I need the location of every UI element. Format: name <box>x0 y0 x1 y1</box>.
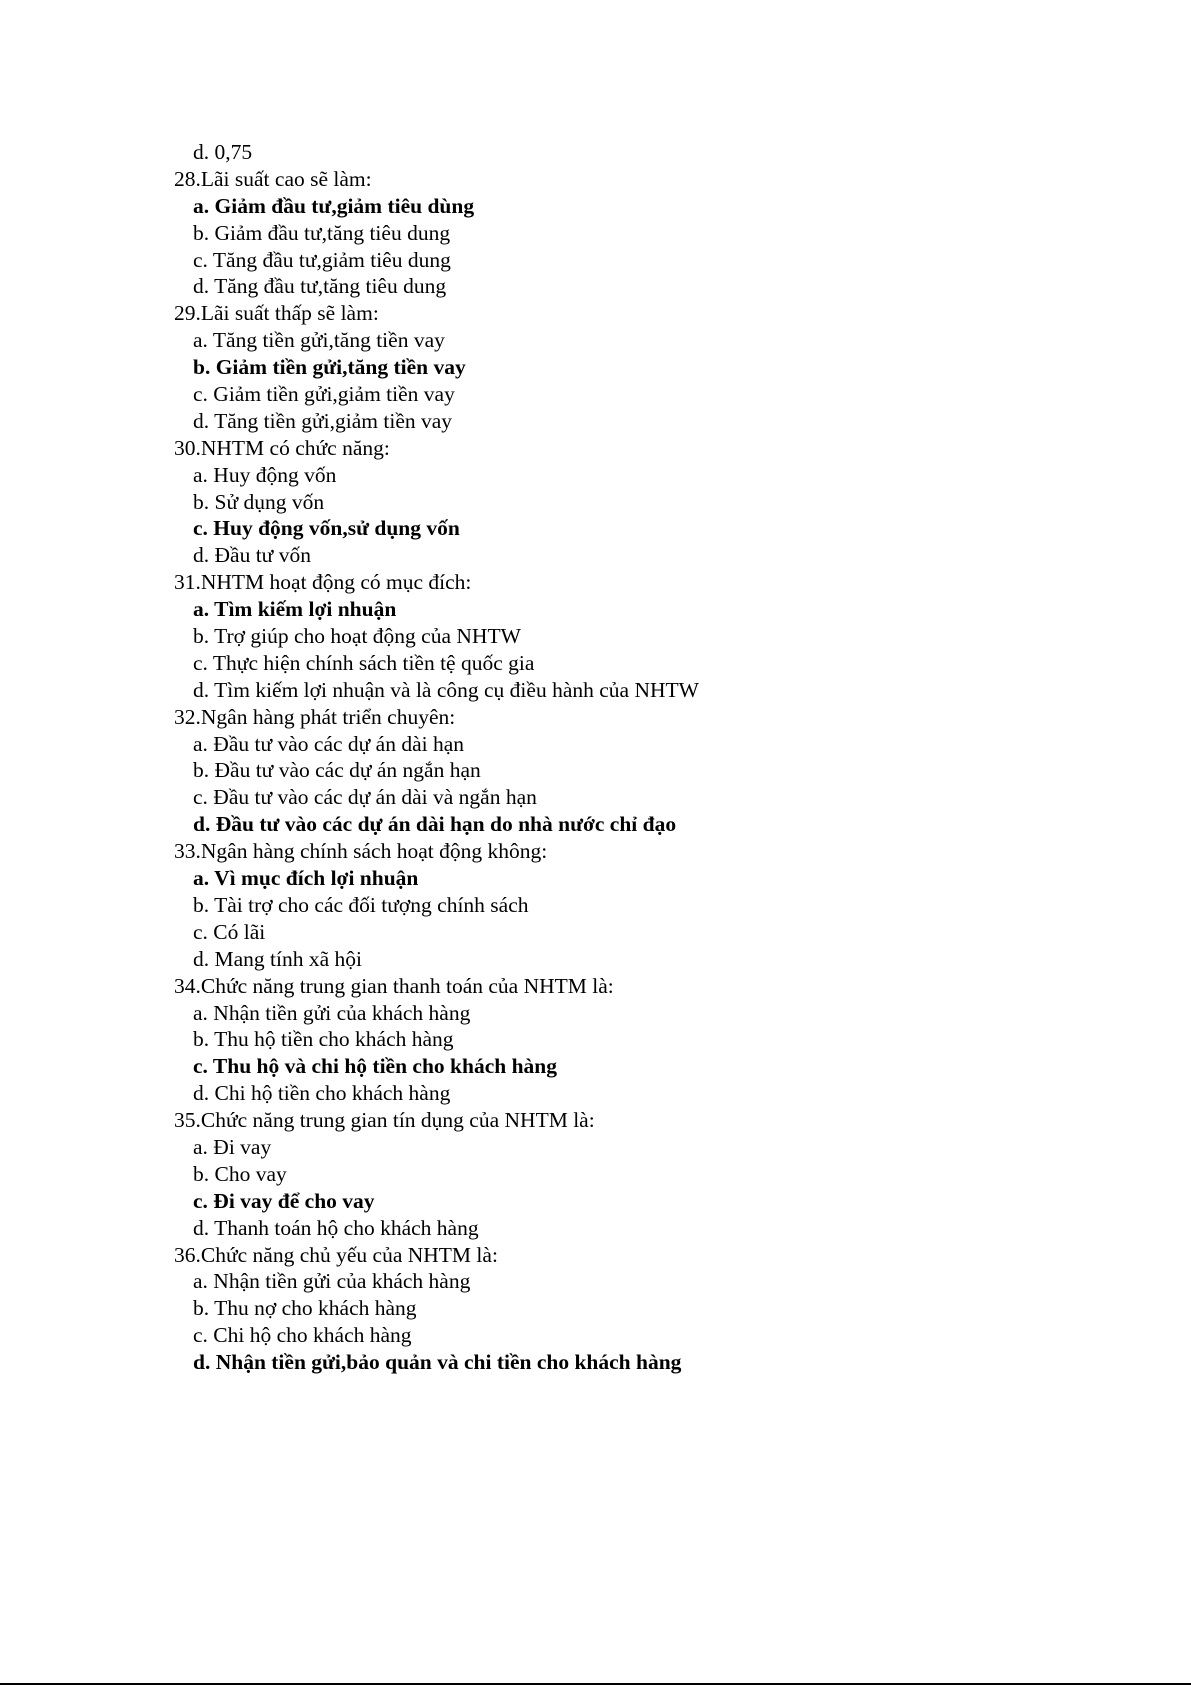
answer-option: d. Đầu tư vốn <box>193 543 311 568</box>
answer-option: b. Đầu tư vào các dự án ngắn hạn <box>193 758 481 783</box>
answer-option-correct: a. Giảm đầu tư,giảm tiêu dùng <box>193 193 475 218</box>
question-block <box>0 166 1191 300</box>
question-title: 32.Ngân hàng phát triển chuyên: <box>174 704 456 729</box>
answer-option: b. Thu hộ tiền cho khách hàng <box>193 1027 454 1052</box>
answer-option-correct: d. Đầu tư vào các dự án dài hạn do nhà nước chỉ đạo <box>193 812 677 837</box>
question-block <box>0 973 1191 1107</box>
question-list <box>0 166 1191 1376</box>
answer-option-correct: c. Huy động vốn,sử dụng vốn <box>193 516 460 541</box>
question-block <box>0 704 1191 838</box>
answer-option: b. Sử dụng vốn <box>193 489 325 514</box>
answer-option: a. Đi vay <box>193 1134 272 1159</box>
question-block <box>0 435 1191 569</box>
question-title: 28.Lãi suất cao sẽ làm: <box>174 166 372 191</box>
answer-option-correct: c. Thu hộ và chi hộ tiền cho khách hàng <box>193 1054 558 1079</box>
answer-option: d. Chi hộ tiền cho khách hàng <box>193 1081 451 1106</box>
answer-option: d. Tăng đầu tư,tăng tiêu dung <box>193 274 447 299</box>
question-title: 30.NHTM có chức năng: <box>174 435 390 460</box>
answer-option: b. Cho vay <box>193 1161 287 1186</box>
question-title: 34.Chức năng trung gian thanh toán của NHTM là: <box>174 973 614 998</box>
answer-option-correct: d. Nhận tiền gửi,bảo quản và chi tiền cho khách hàng <box>193 1350 682 1375</box>
answer-option: a. Đầu tư vào các dự án dài hạn <box>193 731 465 756</box>
question-title: 35.Chức năng trung gian tín dụng của NHTM là: <box>174 1108 595 1133</box>
question-block <box>0 838 1191 972</box>
answer-option: c. Giảm tiền gửi,giảm tiền vay <box>193 382 455 407</box>
question-block <box>0 1107 1191 1241</box>
question-block <box>0 569 1191 703</box>
answer-option: b. Tài trợ cho các đối tượng chính sách <box>193 892 529 917</box>
question-title: 33.Ngân hàng chính sách hoạt động không: <box>174 839 548 864</box>
question-block <box>0 1242 1191 1376</box>
answer-option: c. Chi hộ cho khách hàng <box>193 1323 412 1348</box>
answer-option: b. Trợ giúp cho hoạt động của NHTW <box>193 624 521 649</box>
answer-option-correct: a. Tìm kiếm lợi nhuận <box>193 597 397 622</box>
answer-option-correct: c. Đi vay để cho vay <box>193 1188 375 1213</box>
answer-option: a. Nhận tiền gửi của khách hàng <box>193 1000 471 1025</box>
answer-option: d. Tìm kiếm lợi nhuận và là công cụ điều hành của NHTW <box>193 677 699 702</box>
answer-option-correct: a. Vì mục đích lợi nhuận <box>193 866 419 891</box>
answer-option: c. Tăng đầu tư,giảm tiêu dung <box>193 247 451 272</box>
question-title: 31.NHTM hoạt động có mục đích: <box>174 570 472 595</box>
answer-option: d. Mang tính xã hội <box>193 946 362 971</box>
answer-option: c. Có lãi <box>193 919 266 944</box>
answer-option: c. Đầu tư vào các dự án dài và ngắn hạn <box>193 785 537 810</box>
answer-option: a. Nhận tiền gửi của khách hàng <box>193 1269 471 1294</box>
answer-option: b. Giảm đầu tư,tăng tiêu dung <box>193 220 451 245</box>
question-title: 36.Chức năng chủ yếu của NHTM là: <box>174 1242 498 1267</box>
answer-option: a. Tăng tiền gửi,tăng tiền vay <box>193 328 445 353</box>
answer-option: c. Thực hiện chính sách tiền tệ quốc gia <box>193 650 535 675</box>
answer-option: d. Tăng tiền gửi,giảm tiền vay <box>193 408 453 433</box>
document-body <box>0 139 1191 1376</box>
answer-option: a. Huy động vốn <box>193 462 337 487</box>
answer-option: b. Thu nợ cho khách hàng <box>193 1296 417 1321</box>
lead-option: d. 0,75 <box>193 140 253 164</box>
answer-option: d. Thanh toán hộ cho khách hàng <box>193 1215 479 1240</box>
answer-option-correct: b. Giảm tiền gửi,tăng tiền vay <box>193 355 466 380</box>
question-block <box>0 300 1191 434</box>
question-title: 29.Lãi suất thấp sẽ làm: <box>174 301 379 326</box>
